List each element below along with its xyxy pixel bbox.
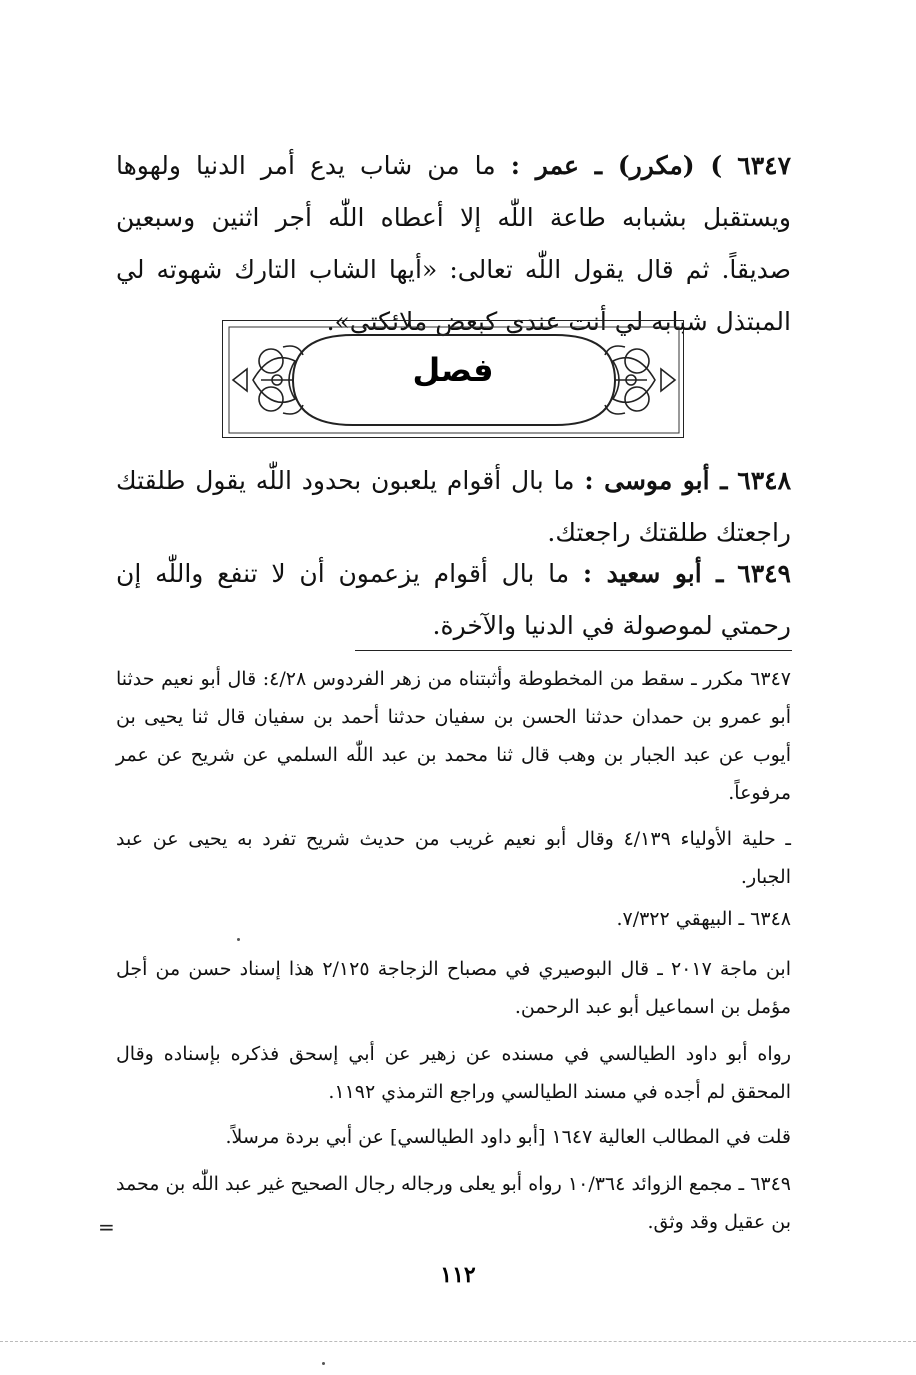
- scan-edge-line: [0, 1341, 916, 1342]
- entry-text: ما بال أقوام يلعبون بحدود اللّٰه يقول طلقتك راجعتك طلقتك راجعتك.: [116, 466, 791, 547]
- entry-number: ٦٣٤٨: [737, 466, 792, 495]
- footnote-text: ابن ماجة ٢٠١٧ ـ قال البوصيري في مصباح الزجاجة ٢/١٢٥ هذا إسناد حسن من أجل مؤمل بن اسماعيل أبو عبد الرحمن.: [116, 958, 791, 1018]
- footnote-text: ٦٣٤٧ مكرر ـ سقط من المخطوطة وأثبتناه من زهر الفردوس ٤/٢٨: قال أبو نعيم حدثنا أبو عمرو بن حمدان حدثنا الحسن بن سفيان حدثنا أحمد بن سفيان قال ثنا يحيى بن أيوب عن عبد الجبار بن وهب قال ثنا محمد بن عبد اللّٰه السلمي عن شريح عن عمر مرفوعاً.: [116, 668, 791, 804]
- footnote-text: رواه أبو داود الطيالسي في مسنده عن زهير عن أبي إسحق فذكره بإسناده وقال المحقق لم أجده في مسند الطيالسي وراجع الترمذي ١١٩٢.: [116, 1043, 791, 1103]
- footnote-text: قلت في المطالب العالية ١٦٤٧ [أبو داود الطيالسي] عن أبي بردة مرسلاً.: [225, 1126, 791, 1148]
- footnote-ibn-majah: [116, 950, 791, 1026]
- continuation-mark: =: [98, 1215, 115, 1239]
- footnote-text: ٦٣٤٩ ـ مجمع الزوائد ١٠/٣٦٤ رواه أبو يعلى ورجاله رجال الصحيح غير عبد اللّٰه بن محمد بن عقيل وقد وثق.: [116, 1173, 792, 1233]
- scan-speck: [237, 938, 240, 941]
- entry-number: ٦٣٤٩: [737, 559, 791, 588]
- footnote-separator: [355, 650, 792, 651]
- entry-narrator: ـ أبو سعيد :: [582, 559, 724, 588]
- entry-6347: [116, 140, 791, 348]
- entry-6348: [116, 455, 791, 559]
- footnote-tayalisi: [116, 1035, 791, 1111]
- scan-speck: [322, 1362, 325, 1365]
- footnote-hilya: [116, 820, 791, 896]
- entry-number: ٦٣٤٧: [737, 151, 792, 180]
- section-heading-frame: [222, 320, 684, 438]
- footnote-text: ـ حلية الأولياء ٤/١٣٩ وقال أبو نعيم غريب من حديث شريح تفرد به يحيى عن عبد الجبار.: [116, 828, 791, 888]
- entry-text: ما من شاب يدع أمر الدنيا ولهوها ويستقبل بشبابه طاعة اللّٰه إلا أعطاه اللّٰه أجر اثنين وسبعين صديقاً. ثم قال يقول اللّٰه تعالى: «أيها الشاب التارك شهوته لي المبتذل شبابه لي أنت عندي كبعض ملائكتي».: [116, 151, 791, 336]
- entry-6349: [116, 548, 791, 652]
- footnote-text: ٦٣٤٨ ـ البيهقي ٧/٣٢٢.: [616, 908, 791, 930]
- footnote-6347: [116, 660, 791, 812]
- footnote-matalib: [116, 1118, 791, 1156]
- entry-narrator: ـ أبو موسى :: [584, 466, 728, 495]
- footnote-6349: [116, 1165, 791, 1241]
- entry-narrator: ) (مكرر) ـ عمر :: [510, 151, 723, 180]
- entry-text: ما بال أقوام يزعمون أن لا تنفع واللّٰه إن رحمتي لموصولة في الدنيا والآخرة.: [116, 559, 791, 640]
- page-number: ١١٢: [440, 1262, 476, 1288]
- footnote-6348: [116, 900, 791, 938]
- section-title: فصل: [412, 351, 494, 389]
